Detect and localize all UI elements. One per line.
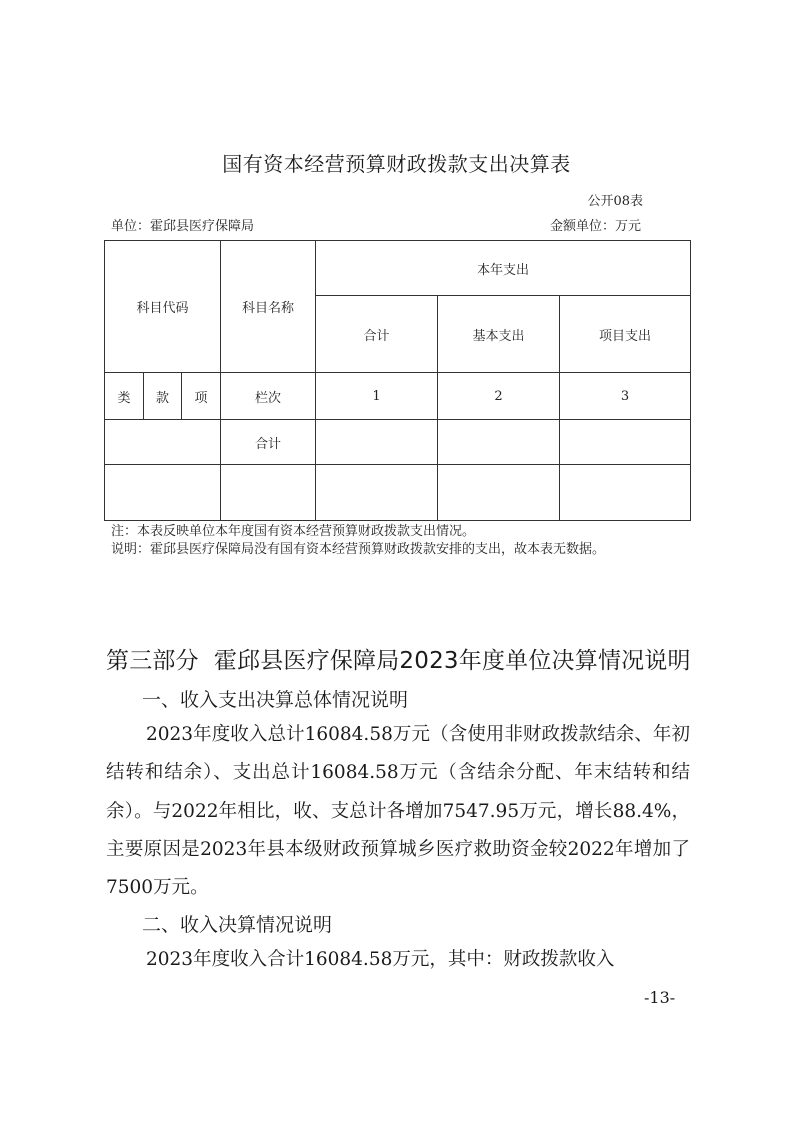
cell-kuan: 款	[144, 373, 182, 420]
header-current-year: 本年支出	[316, 241, 691, 296]
section2-paragraph: 2023年度收入合计16084.58万元，其中：财政拨款收入	[146, 949, 615, 970]
cell-total-label: 合计	[221, 420, 316, 465]
cell-col2: 2	[438, 373, 560, 420]
cell-project-value	[560, 420, 691, 465]
cell-empty	[438, 465, 560, 521]
cell-total-value	[316, 420, 438, 465]
cell-basic-value	[438, 420, 560, 465]
header-project: 项目支出	[560, 296, 691, 373]
table-title: 国有资本经营预算财政拨款支出决算表	[222, 152, 571, 176]
amount-unit: 金额单位：万元	[549, 219, 641, 234]
table-index-row	[105, 373, 691, 420]
header-basic: 基本支出	[438, 296, 560, 373]
cell-empty	[316, 465, 438, 521]
section2-heading: 二、收入决算情况说明	[142, 914, 333, 936]
cell-empty	[105, 465, 221, 521]
reporting-unit: 单位：霍邱县医疗保障局	[111, 219, 255, 234]
part-heading: 第三部分 霍邱县医疗保障局2023年度单位决算情况说明	[106, 648, 691, 674]
cell-lei: 类	[105, 373, 144, 420]
table-header-row	[105, 241, 691, 296]
cell-col1: 1	[316, 373, 438, 420]
explanation-line: 说明：霍邱县医疗保障局没有国有资本经营预算财政拨款安排的支出，故本表无数据。	[111, 542, 606, 557]
cell-column-label: 栏次	[221, 373, 316, 420]
cell-empty	[560, 465, 691, 521]
header-total: 合计	[316, 296, 438, 373]
header-subject-code: 科目代码	[105, 241, 221, 373]
section1-paragraph: 2023年度收入总计16084.58万元（含使用非财政拨款结余、年初结转和结余）、支出总计16084.58万元（含结余分配、年末结转和结余）。与2022年相比，收、支总计各增加7547.95万元，增长88.4%，主要原因是2023年县本级财政预算城乡医疗救助资金较2022年增加了7500万元。	[106, 724, 690, 899]
note-line: 注：本表反映单位本年度国有资本经营预算财政拨款支出情况。	[111, 524, 476, 539]
cell-col3: 3	[560, 373, 691, 420]
page-number: -13-	[644, 988, 676, 1007]
table-number: 公开08表	[587, 194, 643, 209]
cell-empty	[221, 465, 316, 521]
expenditure-table	[104, 240, 691, 521]
table-notes	[111, 523, 605, 559]
table-total-row	[105, 420, 691, 465]
table-empty-row	[105, 465, 691, 521]
cell-xiang: 项	[182, 373, 221, 420]
header-subject-name: 科目名称	[221, 241, 316, 373]
cell-empty-code	[105, 420, 221, 465]
section1-heading: 一、收入支出决算总体情况说明	[142, 689, 409, 711]
